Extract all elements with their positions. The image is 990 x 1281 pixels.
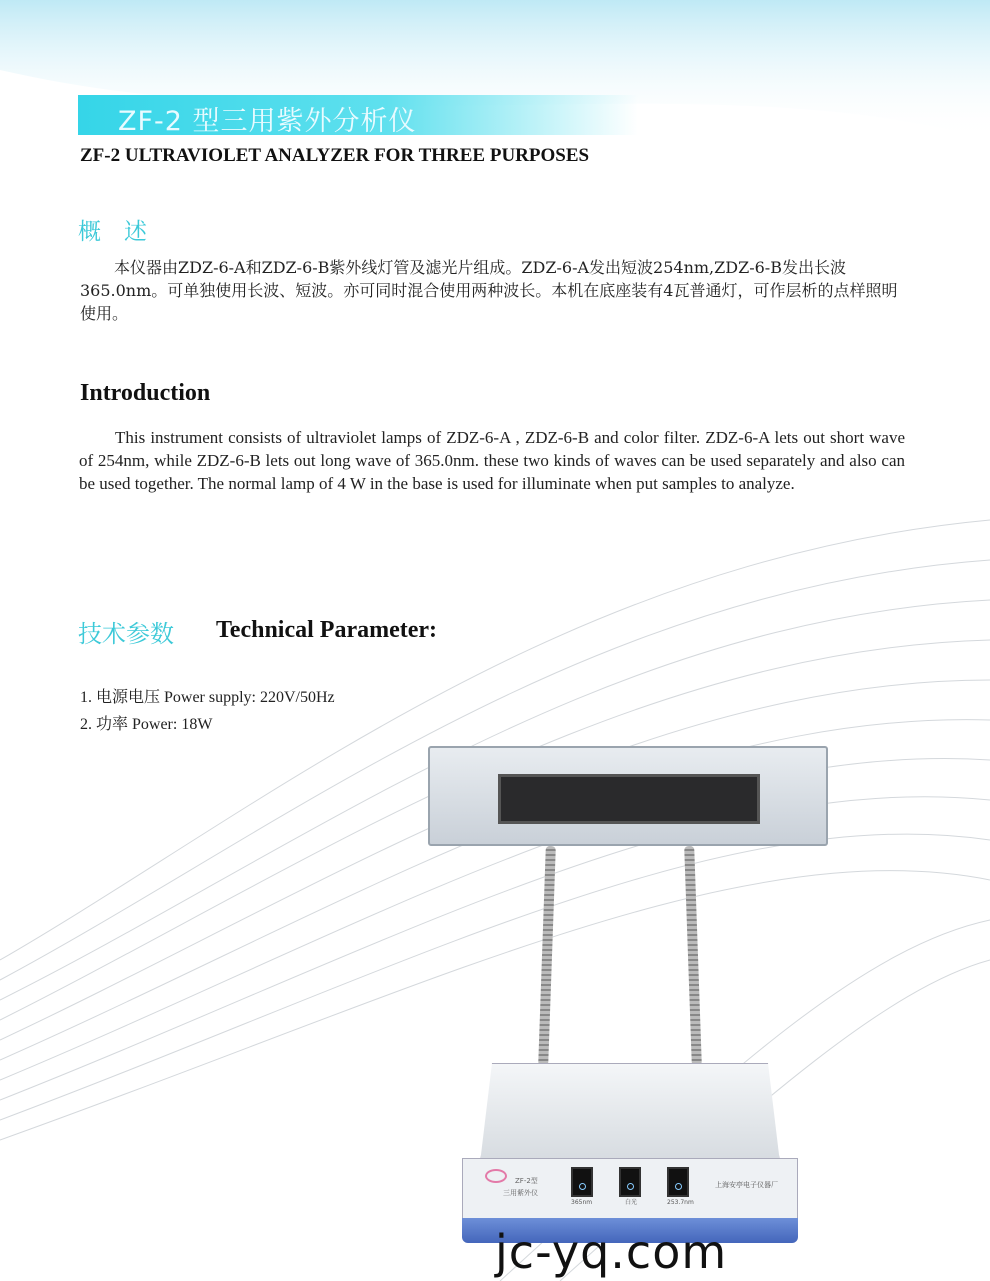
tech-item-power-supply: 1. 电源电压 Power supply: 220V/50Hz xyxy=(80,689,335,706)
uv-filter-window xyxy=(498,774,760,824)
switch-label-365nm: 365nm xyxy=(571,1199,593,1206)
introduction-text: This instrument consists of ultraviolet lamps of ZDZ-6-A , ZDZ-6-B and color filter. ZDZ-6-A lets out short wave of 254nm, while ZDZ-6-B lets out long wave of 365.0nm. these two kinds of waves can be used separately and also can be used together. The normal lamp of 4 W in the base is used for illuminate when put samples to analyze. xyxy=(79,428,905,493)
model-label: ZF-2型 xyxy=(515,1177,538,1185)
introduction-heading: Introduction xyxy=(80,380,211,406)
switch-white-light xyxy=(619,1167,641,1197)
english-title: ZF-2 ULTRAVIOLET ANALYZER FOR THREE PURPOSES xyxy=(80,145,590,166)
switch-253nm xyxy=(667,1167,689,1197)
overview-text: 本仪器由ZDZ-6-A和ZDZ-6-B紫外线灯管及滤光片组成。ZDZ-6-A发出短波254nm,ZDZ-6-B发出长波365.0nm。可单独使用长波、短波。亦可同时混合使用两种波长。本机在底座装有4瓦普通灯，可作层析的点样照明使用。 xyxy=(80,258,898,323)
chinese-title-banner xyxy=(78,95,638,135)
model-sub-label: 三用紫外仪 xyxy=(503,1189,538,1197)
overview-heading: 概 述 xyxy=(78,219,147,245)
switch-label-253nm: 253.7nm xyxy=(667,1199,694,1206)
brand-logo xyxy=(485,1169,507,1183)
switch-365nm xyxy=(571,1167,593,1197)
device-base xyxy=(462,1063,798,1243)
tech-item-power: 2. 功率 Power: 18W xyxy=(80,716,213,733)
lamp-head xyxy=(428,746,828,846)
watermark-url: jc-yq.com xyxy=(495,1225,728,1279)
manufacturer-label: 上海安亭电子仪器厂 xyxy=(715,1181,778,1189)
chinese-title: ZF-2 型三用紫外分析仪 xyxy=(118,106,417,137)
tech-heading-en: Technical Parameter: xyxy=(216,617,438,643)
tech-heading-cn: 技术参数 xyxy=(78,620,174,648)
switch-label-white: 白光 xyxy=(625,1199,638,1206)
